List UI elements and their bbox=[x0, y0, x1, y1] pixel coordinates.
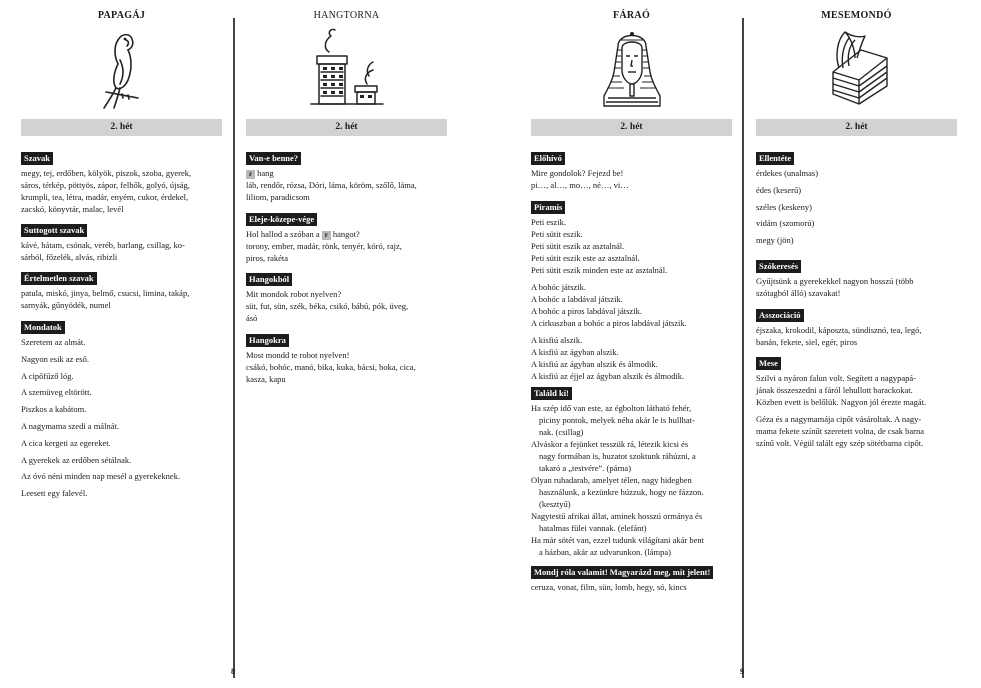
section-label: Szavak bbox=[21, 152, 53, 165]
text-line: megy (jön) bbox=[756, 235, 794, 246]
section-label: Hangokra bbox=[246, 334, 289, 347]
section-label: Találd ki! bbox=[531, 387, 572, 400]
section-label: Mondj róla valamit! Magyarázd meg, mit jelent! bbox=[531, 566, 713, 579]
section-mondatok bbox=[21, 317, 222, 504]
text-line: süt, fut, sün, szék, béka, csikó, bábú, pók, üveg, bbox=[246, 301, 409, 311]
text-line: jának összeszedni a fáról lehullott barackokat. bbox=[756, 385, 913, 395]
text-line: kávé, hátam, csónak, veréb, barlang, csillag, ko- bbox=[21, 240, 185, 250]
column-title: FÁRAÓ bbox=[612, 10, 651, 21]
riddle-line: nak. (csillag) bbox=[539, 427, 584, 437]
sound-word: hang bbox=[257, 168, 274, 178]
section-body bbox=[531, 581, 732, 593]
section-body bbox=[756, 324, 957, 348]
text-line: édes (keserű) bbox=[756, 184, 802, 195]
section-body bbox=[531, 167, 732, 191]
text-line: mama fekete színűt szeretett volna, de csak barna bbox=[756, 426, 925, 436]
riddle bbox=[531, 534, 732, 558]
text-line: érdekes (unalmas) bbox=[756, 168, 819, 178]
riddle-line: nagy formában is, huzatot szoktunk ráhúzni, a bbox=[539, 451, 696, 461]
section-body bbox=[21, 287, 222, 311]
riddle bbox=[531, 402, 732, 438]
section-body bbox=[246, 167, 447, 203]
text-line: A bohóc a labdával játszik. bbox=[531, 294, 623, 304]
section-label: Hangokból bbox=[246, 273, 292, 286]
riddle-line: a házban, akár az udvarunkon. (lámpa) bbox=[539, 547, 671, 557]
text-line: krumpli, tea, létra, madár, enyém, cukor, érdekel, bbox=[21, 192, 189, 202]
text-line: színű volt. Végül talált egy szép sötétbarna cipőt. bbox=[756, 438, 924, 448]
section-suttogott bbox=[21, 220, 222, 263]
open-book-icon bbox=[821, 28, 893, 108]
riddle-line: Ha szép idő van este, az égbolton látható fehér, bbox=[531, 403, 692, 413]
section-eleje-kozepe-vege bbox=[246, 209, 447, 264]
riddle-line: Nagytestű afrikai állat, aminek hosszú ormánya és bbox=[531, 511, 703, 521]
riddle-line: (kesztyű) bbox=[539, 499, 571, 509]
section-body bbox=[531, 216, 732, 382]
text-line: pi…, al…, mo…, né…, vi… bbox=[531, 180, 629, 190]
section-body bbox=[756, 372, 957, 449]
text-line: Gyűjtsünk a gyerekekkel nagyon hosszú (több bbox=[756, 276, 914, 286]
riddle-line: hatalmas fülei vannak. (elefánt) bbox=[539, 523, 647, 533]
text-line: sarnyák, gűnyödék, numel bbox=[21, 300, 111, 310]
section-body bbox=[246, 228, 447, 264]
riddle-line: takaró a „testvére”. (párna) bbox=[539, 463, 632, 473]
text-line: Most mondd te robot nyelven! bbox=[246, 350, 350, 360]
chimney-steam-icon bbox=[307, 26, 387, 108]
text-line: A cirkuszban a bohóc a piros labdával játszik. bbox=[531, 318, 687, 328]
sound-line bbox=[246, 167, 447, 179]
section-body bbox=[756, 275, 957, 299]
riddle-line: Ha már sötét van, ezzel tudunk világítani akár bent bbox=[531, 535, 705, 545]
text-line: Peti sütit eszik. bbox=[531, 229, 583, 239]
section-label: Piramis bbox=[531, 201, 565, 214]
text-line: liliom, paradicsom bbox=[246, 192, 310, 202]
column-divider bbox=[233, 18, 235, 678]
week-bar: 2. hét bbox=[756, 119, 957, 136]
sentence: A szemüveg eltörött. bbox=[21, 387, 92, 398]
sentence: Szeretem az almát. bbox=[21, 337, 86, 347]
section-asszociacio bbox=[756, 305, 957, 348]
page-number-right: 9 bbox=[740, 667, 744, 676]
text-line: Szilvi a nyáron falun volt. Segített a nagypapá- bbox=[756, 373, 917, 383]
text-line: sárból, főzelék, alvás, ribizli bbox=[21, 252, 118, 262]
text-line: ceruza, vonat, film, sün, lomb, hegy, só, kincs bbox=[531, 582, 687, 592]
section-label: Eleje-közepe-vége bbox=[246, 213, 317, 226]
section-label: Ellentéte bbox=[756, 152, 794, 165]
text-line: éjszaka, krokodil, káposzta, sündisznó, tea, legó, bbox=[756, 325, 922, 335]
section-body bbox=[756, 167, 957, 246]
section-hangokbol bbox=[246, 269, 447, 324]
text-line: Peti sütit eszik az asztalnál. bbox=[531, 241, 625, 251]
sound-box: r bbox=[322, 231, 331, 240]
section-ellentete bbox=[756, 148, 957, 251]
pharaoh-mask-icon bbox=[600, 26, 664, 108]
section-label: Van-e benne? bbox=[246, 152, 301, 165]
section-label: Mese bbox=[756, 357, 781, 370]
text-line: torony, ember, madár, rönk, tenyér, kóró, rajz, bbox=[246, 241, 402, 251]
text-line: zacskó, könyvtár, malac, levél bbox=[21, 204, 124, 214]
text-line: láb, rendőr, rózsa, Dóri, láma, köröm, szőlő, láma, bbox=[246, 180, 417, 190]
text-line: sáros, térkép, pöttyös, zápor, felhők, golyó, újság, bbox=[21, 180, 190, 190]
text-line: Peti sütit eszik minden este az asztalnál. bbox=[531, 265, 668, 275]
riddle-line: használunk, a kezünkre húzzuk, hogy ne fázzon. bbox=[539, 487, 704, 497]
column-title: MESEMONDÓ bbox=[821, 10, 892, 21]
week-bar: 2. hét bbox=[246, 119, 447, 136]
section-szokereses bbox=[756, 256, 957, 299]
text-line: Mire gondolok? Fejezd be! bbox=[531, 168, 624, 178]
text-line: A bohóc játszik. bbox=[531, 282, 587, 292]
text-line: A kisfiú az ágyban alszik és álmodik. bbox=[531, 359, 658, 369]
question-text: hangot? bbox=[332, 229, 360, 239]
section-body bbox=[246, 288, 447, 324]
riddle-line: Alváskor a fejünket tesszük rá, létezik kicsi és bbox=[531, 439, 689, 449]
text-line: A kisfiú az ágyban alszik. bbox=[531, 347, 619, 357]
section-body bbox=[21, 167, 222, 215]
text-line: megy, tej, erdőben, kölyök, piszok, szoba, gyerek, bbox=[21, 168, 192, 178]
section-label: Szókeresés bbox=[756, 260, 801, 273]
section-piramis bbox=[531, 197, 732, 382]
text-line: Peti sütit eszik este az asztalnál. bbox=[531, 253, 640, 263]
section-label: Értelmetlen szavak bbox=[21, 272, 97, 285]
question-text: Hol hallod a szóban a bbox=[246, 229, 320, 239]
sentence: Leesett egy falevél. bbox=[21, 488, 88, 499]
riddle bbox=[531, 438, 732, 474]
riddle bbox=[531, 510, 732, 534]
section-mondj-rola bbox=[531, 562, 732, 593]
section-body bbox=[21, 336, 222, 499]
text-line: Közben evett is belőlük. Nagyon jól érezte magát. bbox=[756, 397, 927, 407]
text-line: A bohóc a piros labdával játszik. bbox=[531, 306, 642, 316]
text-line: A kisfiú alszik. bbox=[531, 335, 583, 345]
text-line: Mit mondok robot nyelven? bbox=[246, 289, 342, 299]
section-mese bbox=[756, 353, 957, 449]
text-line: vidám (szomorú) bbox=[756, 218, 815, 229]
text-line: banán, fekete, siel, egér, piros bbox=[756, 337, 858, 347]
section-elohivo bbox=[531, 148, 732, 191]
riddle-line: Olyan ruhadarab, amelyet télen, nagy hidegben bbox=[531, 475, 692, 485]
text-line: csákó, bohóc, manó, bika, kuka, bácsi, boka, cica, bbox=[246, 362, 416, 372]
text-line: patula, miskó, jinya, belmő, csucsi, limina, takáp, bbox=[21, 288, 190, 298]
column-divider bbox=[742, 18, 744, 678]
text-line: piros, rakéta bbox=[246, 253, 289, 263]
column-title: PAPAGÁJ bbox=[97, 10, 146, 21]
riddle-line: piciny pontok, melyek néha akár le is hullhat- bbox=[539, 415, 695, 425]
sound-box: r bbox=[246, 170, 255, 179]
section-szavak bbox=[21, 148, 222, 215]
sentence: A nagymama szedi a málnát. bbox=[21, 420, 119, 431]
section-hangokra bbox=[246, 330, 447, 385]
section-body bbox=[246, 349, 447, 385]
section-body bbox=[21, 239, 222, 263]
text-line: Géza és a nagymamája cipőt vásároltak. A nagy- bbox=[756, 414, 922, 424]
section-label: Mondatok bbox=[21, 321, 65, 334]
text-line: Peti eszik. bbox=[531, 217, 566, 227]
section-label: Suttogott szavak bbox=[21, 224, 87, 237]
sentence: Az óvó néni minden nap mesél a gyerekeknek. bbox=[21, 471, 181, 482]
parrot-icon bbox=[92, 30, 152, 110]
section-van-e-benne bbox=[246, 148, 447, 203]
text-line: széles (keskeny) bbox=[756, 201, 812, 212]
section-label: Asszociáció bbox=[756, 309, 804, 322]
sentence: Nagyon esik az eső. bbox=[21, 353, 89, 364]
text-line: ásó bbox=[246, 313, 258, 323]
section-body bbox=[531, 402, 732, 558]
week-bar: 2. hét bbox=[531, 119, 732, 136]
sentence: A cica kergeti az egereket. bbox=[21, 437, 111, 448]
text-line: kasza, kapu bbox=[246, 374, 286, 384]
column-title: HANGTORNA bbox=[313, 10, 380, 21]
sentence: Piszkos a kabátom. bbox=[21, 404, 87, 415]
section-talald-ki bbox=[531, 383, 732, 558]
text-line: A kisfiú az éjjel az ágyban alszik és álmodik. bbox=[531, 371, 685, 381]
sentence: A cipőfűző lóg. bbox=[21, 370, 74, 381]
riddle bbox=[531, 474, 732, 510]
sentence: A gyerekek az erdőben sétálnak. bbox=[21, 454, 132, 465]
week-bar: 2. hét bbox=[21, 119, 222, 136]
page-number-left: 8 bbox=[231, 667, 235, 676]
text-line: szótagból álló) szavakat! bbox=[756, 288, 841, 298]
question-line bbox=[246, 228, 447, 240]
section-ertelmetlen bbox=[21, 268, 222, 311]
section-label: Előhívó bbox=[531, 152, 565, 165]
